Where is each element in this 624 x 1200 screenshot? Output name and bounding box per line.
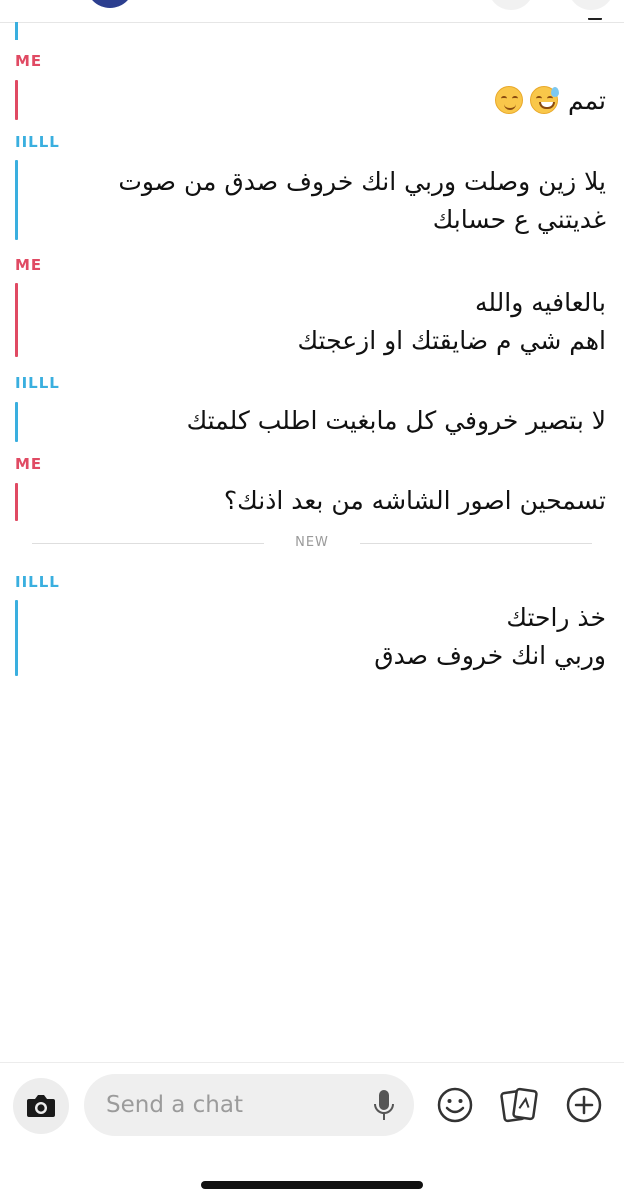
- message-line: تمم: [567, 86, 606, 115]
- sender-label: IILLL: [15, 133, 60, 151]
- message-line: بالعافيه والله: [474, 288, 606, 317]
- plus-circle-icon: [565, 1086, 603, 1124]
- message-text: [46, 163, 606, 239]
- message-line: اهم شي م ضايقتك او ازعجتك: [297, 326, 606, 355]
- message-text: [46, 482, 606, 520]
- previous-message-fragment: [588, 18, 602, 24]
- call-button[interactable]: [488, 0, 534, 10]
- sender-label: IILLL: [15, 573, 60, 591]
- message-text: [46, 402, 606, 440]
- new-label: NEW: [295, 535, 329, 550]
- message-bar: [15, 283, 18, 357]
- message-line: وربي انك خروف صدق: [374, 641, 606, 670]
- sticker-cards-icon: [499, 1085, 539, 1125]
- message-line: يلا زين وصلت وربي انك خروف صدق من صوت: [118, 167, 606, 196]
- chat-input-field[interactable]: [84, 1074, 414, 1136]
- plus-button[interactable]: [562, 1083, 606, 1127]
- new-messages-divider: [32, 534, 592, 554]
- message-text: [46, 599, 606, 675]
- message-bar: [15, 80, 18, 120]
- message-bar: [15, 160, 18, 240]
- message-line: خذ راحتك: [506, 603, 606, 632]
- sender-label: ME: [15, 455, 43, 473]
- camera-icon: [25, 1093, 57, 1119]
- smiling-face-icon: [495, 86, 523, 114]
- message-line: تسمحين اصور الشاشه من بعد اذنك؟: [223, 486, 606, 515]
- message-line: لا بتصير خروفي كل مابغيت اطلب كلمتك: [186, 406, 606, 435]
- message-text: [46, 284, 606, 360]
- sender-label: ME: [15, 52, 43, 70]
- smiley-icon: [436, 1086, 474, 1124]
- grinning-sweat-face-icon: [530, 86, 558, 114]
- emoji-button[interactable]: [433, 1083, 477, 1127]
- chat-input[interactable]: [106, 1074, 356, 1136]
- message-bar: [15, 483, 18, 521]
- sender-label: IILLL: [15, 374, 60, 392]
- message-bar: [15, 402, 18, 442]
- previous-message-bar: [15, 22, 18, 40]
- microphone-icon[interactable]: [372, 1089, 396, 1123]
- camera-button[interactable]: [13, 1078, 69, 1134]
- message-bar: [15, 600, 18, 676]
- video-call-button[interactable]: [568, 0, 614, 10]
- sender-label: ME: [15, 256, 43, 274]
- stickers-button[interactable]: [497, 1083, 541, 1127]
- home-indicator[interactable]: [201, 1181, 423, 1189]
- message-line: غديتني ع حسابك: [432, 205, 606, 234]
- avatar[interactable]: [86, 0, 134, 8]
- chat-header: [0, 0, 624, 23]
